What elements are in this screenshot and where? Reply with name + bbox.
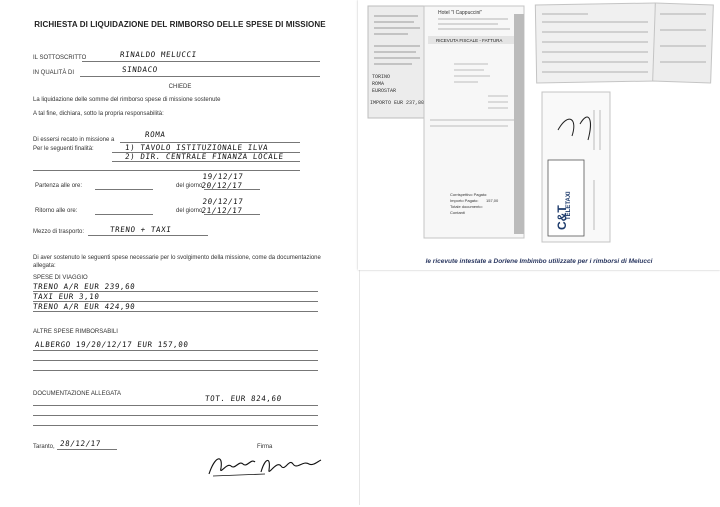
luogo-label: Taranto,	[33, 444, 55, 450]
trasporto-value: TRENO + TAXI	[109, 225, 172, 234]
viaggio-line-3	[33, 311, 318, 312]
trasporto-line	[88, 235, 208, 236]
finalita-value-1: 1) TAVOLO ISTITUZIONALE ILVA	[124, 143, 269, 152]
scan-caption: le ricevute intestate a Dorlene Imbimbo utilizzate per i rimborsi di Melucci	[425, 258, 653, 265]
altre-line-3	[33, 370, 318, 371]
hotel-receipt	[424, 6, 524, 238]
ticket-line-3: EUROSTAR	[372, 88, 397, 94]
finalita-line-3	[33, 170, 300, 171]
firma-label: Firma	[257, 444, 273, 450]
doc-line-2	[33, 415, 318, 416]
ticket-line-1: TORINO	[372, 74, 391, 80]
qualita-line	[80, 76, 320, 77]
chiede-heading: CHIEDE	[168, 84, 192, 90]
viaggio-label: SPESE DI VIAGGIO	[33, 275, 88, 281]
documentazione-label: DOCUMENTAZIONE ALLEGATA	[33, 391, 122, 397]
recato-label: Di essersi recato in missione a	[33, 137, 115, 143]
qualita-value: SINDACO	[121, 65, 159, 74]
viaggio-row-2: TAXI EUR 3,10	[32, 292, 100, 301]
altre-line-1	[33, 350, 318, 351]
partenza-label: Partenza alle ore:	[35, 183, 83, 189]
receipt-strip	[514, 14, 524, 234]
partenza-line	[95, 189, 153, 190]
receipt-total-2: Importo Pagato:	[450, 198, 479, 203]
viaggio-row-3: TRENO A/R EUR 424,90	[32, 302, 136, 311]
giorno-label-1: del giorno	[176, 183, 203, 189]
receipt-total-1: Corrispettivo Pagato:	[450, 192, 488, 197]
receipt-total-4: Contanti	[450, 210, 465, 215]
top-right-receipts	[535, 3, 713, 83]
taxi-brand: TELETAXI	[566, 191, 572, 220]
finalita-label: Per le seguenti finalità:	[33, 146, 94, 152]
taxi-logo: C&T	[555, 205, 569, 230]
sostenuto-text-2: allegata:	[33, 263, 56, 269]
sottoscritto-line	[82, 61, 320, 62]
trasporto-label: Mezzo di trasporto:	[33, 229, 85, 235]
altre-value: ALBERGO 19/20/12/17 EUR 157,00	[34, 340, 189, 349]
recato-value: ROMA	[144, 130, 166, 139]
totale-value: TOT. EUR 824,60	[204, 394, 283, 403]
data-line	[57, 449, 117, 450]
sostenuto-text-1: Di aver sostenuto le seguenti spese necessarie per lo svolgimento della missione, come da documentazione	[33, 255, 321, 261]
data-value: 28/12/17	[59, 439, 102, 448]
giorno-value-1: 19/12/17 20/12/17	[201, 172, 244, 190]
viaggio-row-1: TRENO A/R EUR 239,60	[32, 282, 136, 291]
receipt-title: RICEVUTA FISCALE - FATTURA	[436, 38, 503, 43]
taxi-receipt	[542, 92, 610, 242]
qualita-label: IN QUALITÀ DI	[33, 70, 75, 76]
dichiara-text: A tal fine, dichiara, sotto la propria responsabilità:	[33, 111, 164, 117]
sottoscritto-value: RINALDO MELUCCI	[119, 50, 198, 59]
form-title: RICHIESTA DI LIQUIDAZIONE DEL RIMBORSO DELLE SPESE DI MISSIONE	[34, 20, 326, 29]
signature	[205, 448, 325, 480]
receipt-amount: 157,00	[486, 198, 499, 203]
altre-label: ALTRE SPESE RIMBORSABILI	[33, 329, 118, 335]
giorno-label-2: del giorno	[176, 208, 203, 214]
ticket-line-4: IMPORTO EUR 237,80	[370, 100, 425, 106]
train-ticket	[368, 6, 426, 118]
ritorno-line	[95, 214, 153, 215]
expense-form-page	[0, 0, 360, 505]
liquidazione-text: La liquidazione delle somme del rimborso spese di missione sostenute	[33, 97, 221, 103]
sottoscritto-label: IL SOTTOSCRITTO	[33, 55, 87, 61]
finalita-value-2: 2) DIR. CENTRALE FINANZA LOCALE	[124, 152, 285, 161]
doc-line-3	[33, 425, 318, 426]
ticket-line-2: ROMA	[372, 81, 385, 87]
ritorno-label: Ritorno alle ore:	[35, 208, 78, 214]
receipts-collage	[358, 0, 720, 258]
altre-line-2	[33, 360, 318, 361]
receipt-header: Hotel "I Cappuccini"	[438, 10, 483, 16]
receipt-total-3: Totale documento:	[450, 204, 483, 209]
receipts-scan	[358, 0, 720, 270]
giorno-value-2: 20/12/17 21/12/17	[201, 197, 244, 215]
finalita-line-2	[112, 161, 300, 162]
doc-line-1	[33, 405, 318, 406]
